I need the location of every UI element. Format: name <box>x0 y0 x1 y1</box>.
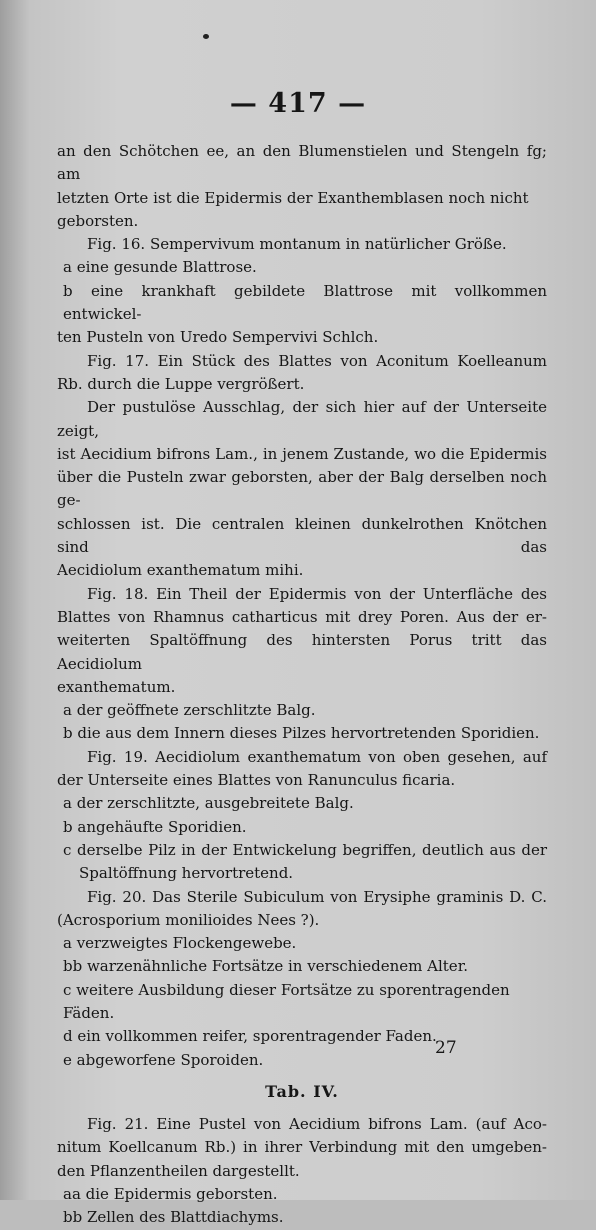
list-item: b die aus dem Innern dieses Pilzes hervortretenden Sporidien. <box>63 724 540 743</box>
body-text <box>57 140 547 1230</box>
text-line: ten Pusteln von Uredo Sempervivi Schlch. <box>57 328 379 347</box>
list-item: c weitere Ausbildung dieser Fortsätze zu sporentragenden Fäden. <box>63 980 510 1022</box>
list-item: a verzweigtes Flockengewebe. <box>63 934 297 953</box>
text-line: (Acrosporium monilioides Nees ?). <box>57 910 320 929</box>
text-line: exanthematum. <box>57 677 176 696</box>
signature-mark: 27 <box>435 1038 457 1058</box>
text-line: Blattes von Rhamnus catharticus mit drey Poren. Aus der er- <box>57 607 547 626</box>
text-line: nitum Koellcanum Rb.) in ihrer Verbindung mit den umgeben- <box>57 1138 547 1157</box>
list-item: d ein vollkommen reifer, sporentragender Faden. <box>63 1027 437 1046</box>
list-item: a der zerschlitzte, ausgebreitete Balg. <box>63 794 354 813</box>
text-line: Aecidiolum exanthematum mihi. <box>57 561 304 580</box>
text-line: letzten Orte ist die Epidermis der Exanthemblasen noch nicht geborsten. <box>57 188 529 230</box>
figure-caption: Fig. 20. Das Sterile Subiculum von Erysiphe graminis D. C. <box>87 887 547 906</box>
list-item: c derselbe Pilz in der Entwickelung begriffen, deutlich aus der <box>63 840 547 859</box>
list-item: bb warzenähnliche Fortsätze in verschiedenem Alter. <box>63 957 468 976</box>
text-line: den Pflanzentheilen dargestellt. <box>57 1161 300 1180</box>
text-line: ist Aecidium bifrons Lam., in jenem Zustande, wo die Epidermis <box>57 444 547 463</box>
section-heading: Tab. IV. <box>265 1081 339 1101</box>
figure-caption: Fig. 16. Sempervivum montanum in natürlicher Größe. <box>87 235 507 254</box>
text-line: der Unterseite eines Blattes von Ranunculus ficaria. <box>57 771 456 790</box>
text-line: Der pustulöse Ausschlag, der sich hier auf der Unterseite zeigt, <box>57 398 547 440</box>
list-item: aa die Epidermis geborsten. <box>63 1185 278 1204</box>
list-item: b eine krankhaft gebildete Blattrose mit vollkommen entwickel- <box>63 281 547 324</box>
ink-speck <box>203 34 209 39</box>
text-line: über die Pusteln zwar geborsten, aber der Balg derselben noch ge- <box>57 468 547 510</box>
list-item: e abgeworfene Sporoiden. <box>63 1050 264 1069</box>
page-number-header: — 417 — <box>229 88 367 119</box>
text-line: weiterten Spaltöffnung des hintersten Porus tritt das Aecidiolum <box>57 631 547 673</box>
figure-caption: Fig. 19. Aecidiolum exanthematum von oben gesehen, auf <box>87 747 547 766</box>
figure-caption: Fig. 21. Eine Pustel von Aecidium bifrons Lam. (auf Aco- <box>87 1115 547 1134</box>
text-line: schlossen ist. Die centralen kleinen dunkelrothen Knötchen sind das <box>57 514 547 557</box>
figure-caption: Fig. 18. Ein Theil der Epidermis von der Unterfläche des <box>87 584 547 603</box>
text-line: an den Schötchen ee, an den Blumenstielen und Stengeln fg; am <box>57 142 547 184</box>
list-item: bb Zellen des Blattdiachyms. <box>63 1208 284 1227</box>
list-item: a eine gesunde Blattrose. <box>63 258 257 277</box>
figure-caption: Fig. 17. Ein Stück des Blattes von Aconitum Koelleanum <box>87 351 547 370</box>
text-line: Spaltöffnung hervortretend. <box>79 864 294 883</box>
list-item: a der geöffnete zerschlitzte Balg. <box>63 701 316 720</box>
text-line: Rb. durch die Luppe vergrößert. <box>57 374 305 393</box>
list-item: b angehäufte Sporidien. <box>63 817 247 836</box>
